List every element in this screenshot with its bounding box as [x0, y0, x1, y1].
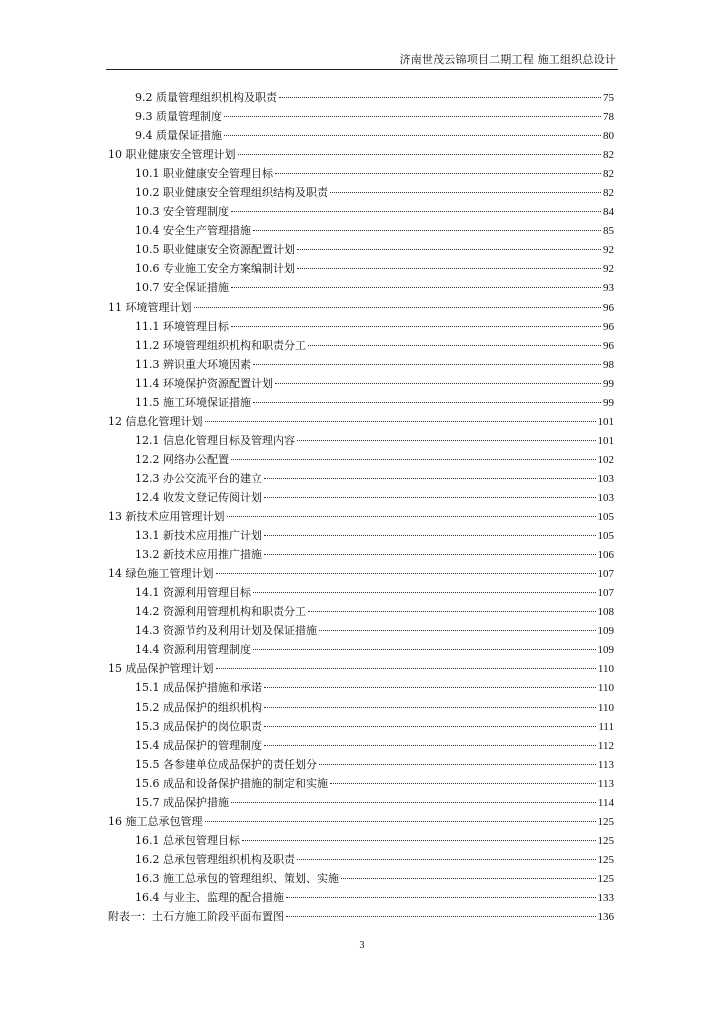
toc-dot-leader [330, 783, 596, 784]
toc-entry-page: 109 [597, 644, 614, 657]
toc-entry-page: 110 [597, 682, 614, 695]
toc-entry-label: 15.7 成品保护措施 [135, 795, 229, 809]
toc-entry-label: 11.2 环境管理组织机构和职责分工 [135, 338, 306, 352]
toc-entry-page: 82 [603, 187, 614, 200]
toc-entry-label: 9.2 质量管理组织机构及职责 [135, 91, 277, 104]
table-of-contents [108, 88, 614, 926]
toc-entry[interactable] [108, 393, 614, 412]
toc-dot-leader [253, 364, 601, 365]
toc-dot-leader [231, 211, 601, 212]
toc-entry[interactable] [108, 336, 614, 355]
toc-dot-leader [286, 916, 596, 917]
toc-dot-leader [330, 192, 601, 193]
toc-entry[interactable] [108, 412, 614, 431]
toc-entry-label: 16.2 总承包管理组织机构及职责 [135, 852, 295, 866]
toc-entry[interactable] [108, 621, 614, 640]
toc-dot-leader [231, 326, 601, 327]
toc-entry-label: 附表一：土石方施工阶段平面布置图 [108, 910, 284, 924]
toc-entry-label: 12.2 网络办公配置 [135, 452, 229, 466]
toc-dot-leader [264, 726, 596, 727]
toc-entry-label: 12.4 收发文登记传阅计划 [135, 490, 262, 504]
toc-entry-page: 85 [603, 225, 614, 238]
toc-entry-page: 109 [597, 625, 614, 638]
toc-entry-page: 107 [597, 568, 614, 581]
toc-entry-label: 15.3 成品保护的岗位职责 [135, 719, 262, 733]
toc-dot-leader [253, 402, 601, 403]
toc-entry-label: 13.1 新技术应用推广计划 [135, 529, 262, 543]
toc-entry-page: 105 [597, 511, 614, 524]
toc-dot-leader [264, 687, 596, 688]
toc-dot-leader [297, 249, 601, 250]
toc-dot-leader [264, 535, 596, 536]
toc-entry-label: 14 绿色施工管理计划 [108, 567, 214, 581]
toc-entry-page: 103 [597, 472, 614, 485]
toc-entry-label: 14.4 资源利用管理制度 [135, 643, 251, 657]
toc-entry-label: 15 成品保护管理计划 [108, 662, 214, 676]
toc-entry[interactable] [108, 907, 614, 926]
toc-dot-leader [264, 745, 596, 746]
toc-entry-label: 9.4 质量保证措施 [135, 129, 222, 143]
toc-entry-page: 113 [597, 777, 614, 790]
toc-entry-page: 96 [603, 320, 614, 333]
toc-entry[interactable] [108, 450, 614, 469]
toc-entry-label: 10.3 安全管理制度 [135, 205, 229, 219]
toc-entry-label: 10.5 职业健康安全资源配置计划 [135, 243, 295, 257]
toc-dot-leader [264, 554, 596, 555]
toc-entry-page: 99 [603, 396, 614, 409]
toc-entry-label: 10.7 安全保证措施 [135, 281, 229, 295]
toc-dot-leader [224, 116, 601, 117]
toc-entry-label: 15.1 成品保护措施和承诺 [135, 681, 262, 695]
toc-entry[interactable] [108, 564, 614, 583]
toc-dot-leader [224, 135, 601, 136]
toc-dot-leader [264, 478, 596, 479]
toc-dot-leader [242, 840, 596, 841]
toc-dot-leader [231, 287, 601, 288]
toc-dot-leader [216, 668, 596, 669]
toc-dot-leader [216, 573, 596, 574]
toc-entry[interactable] [108, 88, 614, 107]
toc-dot-leader [253, 230, 601, 231]
toc-entry[interactable] [108, 545, 614, 564]
toc-dot-leader [297, 859, 596, 860]
page-number: 3 [359, 940, 365, 951]
toc-entry-page: 92 [603, 263, 614, 276]
toc-entry-page: 106 [597, 549, 614, 562]
toc-entry-label: 9.3 质量管理制度 [135, 110, 222, 124]
toc-entry[interactable] [108, 126, 614, 145]
toc-entry-page: 113 [597, 758, 614, 771]
toc-entry-page: 136 [597, 911, 614, 924]
toc-entry-label: 16 施工总承包管理 [108, 814, 203, 828]
toc-entry-page: 101 [597, 415, 614, 428]
toc-dot-leader [297, 440, 596, 441]
toc-entry[interactable] [108, 507, 614, 526]
toc-entry[interactable] [108, 888, 614, 907]
toc-entry-label: 13 新技术应用管理计划 [108, 510, 225, 524]
toc-entry-page: 101 [597, 434, 614, 447]
toc-entry[interactable] [108, 869, 614, 888]
toc-entry-page: 82 [603, 168, 614, 181]
toc-entry[interactable] [108, 831, 614, 850]
toc-entry[interactable] [108, 164, 614, 183]
toc-entry-label: 10.4 安全生产管理措施 [135, 224, 251, 238]
toc-entry-page: 112 [597, 739, 614, 752]
toc-entry[interactable] [108, 583, 614, 602]
toc-entry[interactable] [108, 355, 614, 374]
toc-entry-label: 10.2 职业健康安全管理组织结构及职责 [135, 186, 328, 200]
toc-entry[interactable] [108, 774, 614, 793]
toc-entry[interactable] [108, 602, 614, 621]
toc-entry[interactable] [108, 202, 614, 221]
toc-entry-page: 125 [597, 872, 614, 885]
toc-entry-page: 114 [597, 796, 614, 809]
toc-dot-leader [231, 459, 596, 460]
toc-entry-page: 84 [603, 206, 614, 219]
toc-dot-leader [275, 173, 601, 174]
toc-entry[interactable] [108, 183, 614, 202]
toc-entry[interactable] [108, 640, 614, 659]
toc-entry-page: 93 [603, 282, 614, 295]
toc-entry[interactable] [108, 259, 614, 278]
toc-entry-label: 14.2 资源利用管理机构和职责分工 [135, 605, 306, 619]
toc-entry[interactable] [108, 755, 614, 774]
toc-entry-page: 92 [603, 244, 614, 257]
toc-entry-label: 14.3 资源节约及利用计划及保证措施 [135, 624, 317, 638]
toc-entry-page: 96 [603, 339, 614, 352]
toc-entry-label: 16.4 与业主、监理的配合措施 [135, 890, 284, 904]
toc-dot-leader [286, 897, 596, 898]
toc-entry[interactable] [108, 278, 614, 297]
toc-entry-label: 15.4 成品保护的管理制度 [135, 738, 262, 752]
toc-entry[interactable] [108, 221, 614, 240]
toc-entry[interactable] [108, 469, 614, 488]
toc-entry-page: 98 [603, 358, 614, 371]
toc-dot-leader [205, 821, 596, 822]
toc-dot-leader [319, 630, 596, 631]
toc-entry-label: 11 环境管理计划 [108, 300, 192, 314]
toc-entry-label: 14.1 资源利用管理目标 [135, 586, 251, 600]
toc-entry-page: 110 [597, 701, 614, 714]
toc-entry[interactable] [108, 107, 614, 126]
toc-entry[interactable] [108, 317, 614, 336]
toc-entry-page: 82 [603, 149, 614, 162]
toc-entry-label: 12.3 办公交流平台的建立 [135, 471, 262, 485]
toc-entry-page: 78 [603, 111, 614, 124]
toc-entry-label: 15.5 各参建单位成品保护的责任划分 [135, 757, 317, 771]
toc-entry[interactable] [108, 240, 614, 259]
toc-entry[interactable] [108, 488, 614, 507]
toc-entry-label: 16.1 总承包管理目标 [135, 833, 240, 847]
toc-entry-label: 12.1 信息化管理目标及管理内容 [135, 433, 295, 447]
toc-dot-leader [308, 345, 601, 346]
toc-dot-leader [253, 649, 596, 650]
toc-entry-page: 133 [597, 891, 614, 904]
toc-entry-label: 13.2 新技术应用推广措施 [135, 548, 262, 562]
toc-entry-label: 10.1 职业健康安全管理目标 [135, 167, 273, 181]
toc-entry[interactable] [108, 374, 614, 393]
running-header: 济南世茂云锦项目二期工程 施工组织总设计 [399, 53, 616, 66]
toc-entry[interactable] [108, 659, 614, 678]
toc-entry[interactable] [108, 736, 614, 755]
toc-entry-page: 125 [597, 834, 614, 847]
toc-entry[interactable] [108, 678, 614, 697]
toc-entry-page: 108 [597, 606, 614, 619]
toc-entry-page: 105 [597, 530, 614, 543]
toc-dot-leader [205, 421, 596, 422]
toc-entry-label: 16.3 施工总承包的管理组织、策划、实施 [135, 871, 339, 885]
toc-dot-leader [319, 764, 596, 765]
toc-entry-page: 110 [597, 663, 614, 676]
toc-entry-label: 11.5 施工环境保证措施 [135, 395, 251, 409]
toc-dot-leader [275, 383, 601, 384]
toc-entry[interactable] [108, 298, 614, 317]
toc-entry-label: 11.3 辨识重大环境因素 [135, 357, 251, 371]
toc-entry-page: 103 [597, 491, 614, 504]
toc-entry-label: 12 信息化管理计划 [108, 414, 203, 428]
toc-entry[interactable] [108, 850, 614, 869]
toc-entry[interactable] [108, 431, 614, 450]
toc-dot-leader [308, 611, 596, 612]
toc-entry-page: 125 [597, 815, 614, 828]
toc-dot-leader [227, 516, 596, 517]
toc-dot-leader [341, 878, 596, 879]
toc-entry[interactable] [108, 793, 614, 812]
toc-dot-leader [238, 154, 602, 155]
toc-entry[interactable] [108, 526, 614, 545]
toc-entry-page: 75 [603, 92, 614, 104]
toc-entry-label: 10.6 专业施工安全方案编制计划 [135, 262, 295, 276]
toc-entry-page: 125 [597, 853, 614, 866]
toc-entry-page: 102 [597, 453, 614, 466]
toc-entry-label: 11.1 环境管理目标 [135, 319, 229, 333]
toc-entry-label: 15.2 成品保护的组织机构 [135, 700, 262, 714]
toc-entry[interactable] [108, 698, 614, 717]
toc-entry-page: 80 [603, 130, 614, 143]
toc-dot-leader [279, 97, 601, 98]
toc-dot-leader [264, 497, 596, 498]
toc-entry[interactable] [108, 717, 614, 736]
toc-entry-page: 96 [603, 301, 614, 314]
toc-entry-label: 11.4 环境保护资源配置计划 [135, 376, 273, 390]
toc-entry[interactable] [108, 145, 614, 164]
toc-entry-page: 111 [598, 720, 614, 733]
toc-entry-page: 107 [597, 587, 614, 600]
toc-entry-label: 10 职业健康安全管理计划 [108, 148, 236, 162]
toc-entry[interactable] [108, 812, 614, 831]
header-rule [106, 69, 618, 70]
toc-dot-leader [194, 307, 602, 308]
toc-dot-leader [253, 592, 596, 593]
toc-dot-leader [231, 802, 596, 803]
toc-entry-page: 99 [603, 377, 614, 390]
toc-entry-label: 15.6 成品和设备保护措施的制定和实施 [135, 776, 328, 790]
toc-dot-leader [297, 268, 601, 269]
toc-dot-leader [264, 707, 596, 708]
